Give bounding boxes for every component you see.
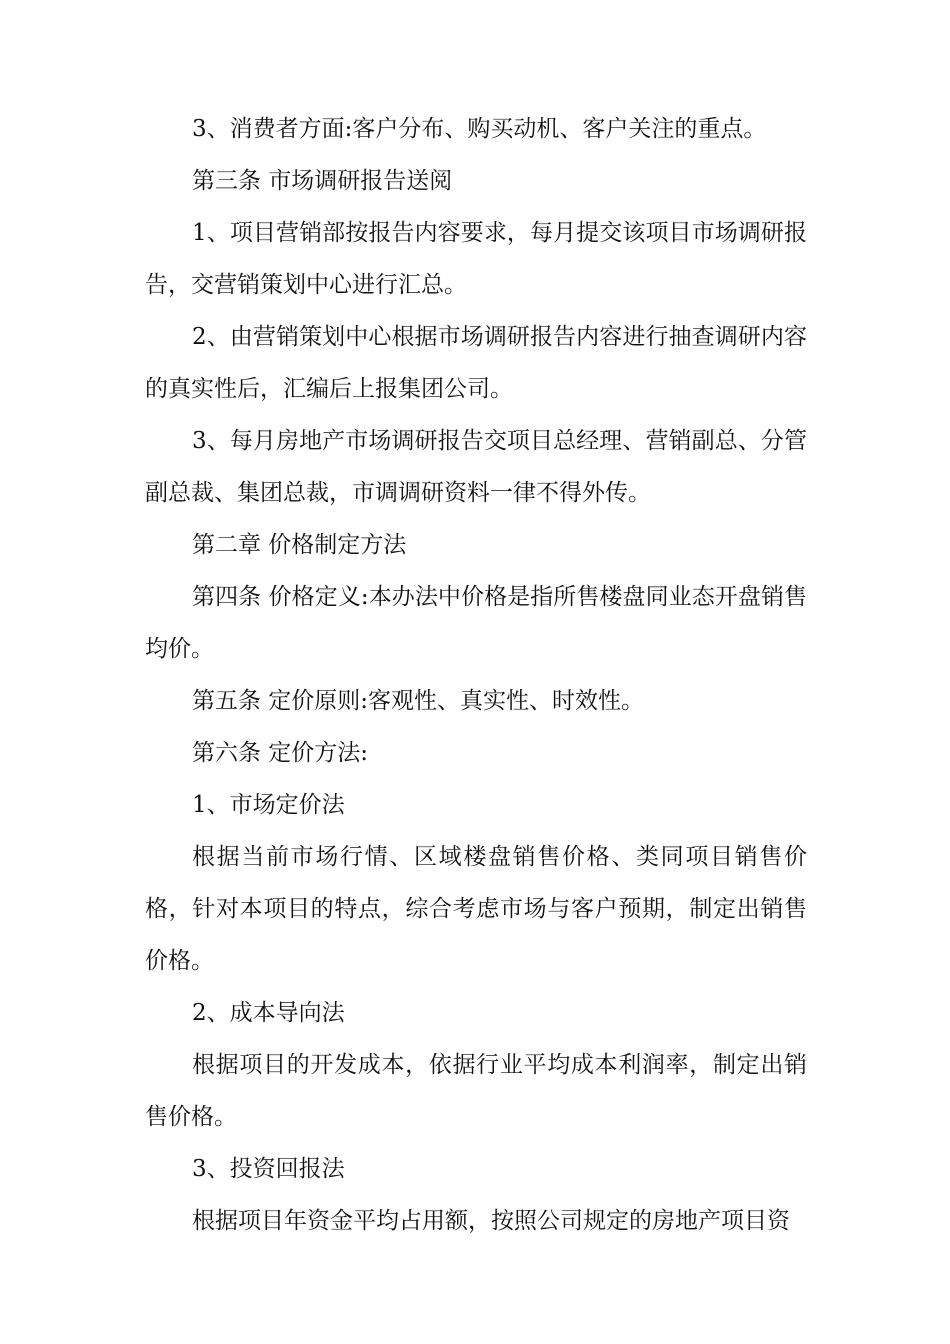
document-body: [145, 103, 807, 1247]
paragraph-report-submission: 1、项目营销部按报告内容要求，每月提交该项目市场调研报告，交营销策划中心进行汇总。: [145, 220, 807, 298]
heading-chapter-2: 第二章 价格制定方法: [192, 532, 407, 558]
heading-cost-pricing: 2、成本导向法: [192, 1000, 345, 1026]
paragraph-consumer-aspect: 3、消费者方面:客户分布、购买动机、客户关注的重点。: [192, 116, 767, 142]
paragraph-cost-pricing: 根据项目的开发成本，依据行业平均成本利润率，制定出销售价格。: [145, 1052, 807, 1130]
paragraph-article-5: 第五条 定价原则:客观性、真实性、时效性。: [192, 688, 645, 714]
paragraph-report-verification: 2、由营销策划中心根据市场调研报告内容进行抽查调研内容的真实性后，汇编后上报集团公司。: [145, 324, 807, 402]
paragraph-report-distribution: 3、每月房地产市场调研报告交项目总经理、营销副总、分管副总裁、集团总裁，市调调研资料一律不得外传。: [145, 428, 807, 506]
paragraph-article-4: 第四条 价格定义:本办法中价格是指所售楼盘同业态开盘销售均价。: [145, 584, 807, 662]
heading-market-pricing: 1、市场定价法: [192, 792, 345, 818]
heading-roi-pricing: 3、投资回报法: [192, 1156, 345, 1182]
paragraph-market-pricing: 根据当前市场行情、区域楼盘销售价格、类同项目销售价格，针对本项目的特点，综合考虑市场与客户预期，制定出销售价格。: [145, 844, 807, 974]
heading-article-3: 第三条 市场调研报告送阅: [192, 168, 453, 194]
paragraph-roi-pricing: 根据项目年资金平均占用额，按照公司规定的房地产项目资: [192, 1208, 790, 1234]
paragraph-article-6: 第六条 定价方法:: [192, 740, 369, 766]
